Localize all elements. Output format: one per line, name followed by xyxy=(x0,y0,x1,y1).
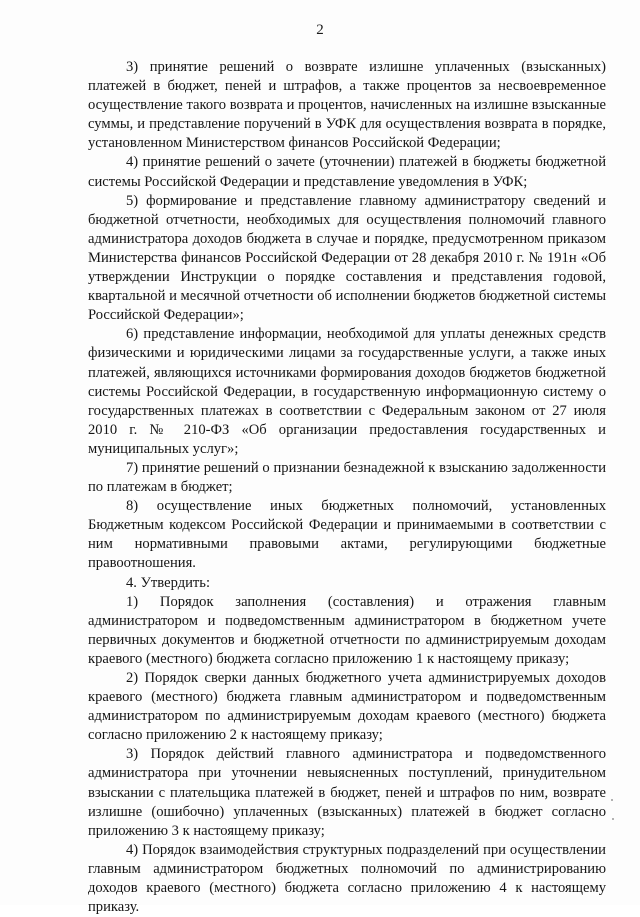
paragraph-appendix-4: 4) Порядок взаимодействия структурных подразделений при осуществлении главным администратором бюджетных полномочий по администрированию доходов краевого (местного) бюджета согласно приложению 4 к настоящему приказу. xyxy=(88,841,606,916)
page-number: 2 xyxy=(316,22,324,38)
paragraph-appendix-2: 2) Порядок сверки данных бюджетного учета администрируемых доходов краевого (местного) бюджета главным администратором и подведомственным администратором по администрируемым доходам краевого (местного) бюджета согласно приложению 2 к настоящему приказу; xyxy=(88,670,606,744)
scan-speck xyxy=(611,799,613,801)
paragraph-appendix-3: 3) Порядок действий главного администратора и подведомственного администратора при уточнении невыясненных поступлений, принудительном взыскании с плательщика платежей в бюджет, пеней и штрафов по ним, возврате излишне (ошибочно) уплаченных (взысканных) платежей в бюджет согласно приложению 3 к настоящему приказу; xyxy=(88,746,606,839)
paragraph-item-7-bad-debt: 7) принятие решений о признании безнадежной к взысканию задолженности по платежам в бюджет; xyxy=(88,459,606,496)
paragraph-item-3-refund-decisions: 3) принятие решений о возврате излишне уплаченных (взысканных) платежей в бюджет, пеней и штрафов, а также процентов за несвоевременное осуществление такого возврата и процентов, начисленных на излишне взысканные суммы, и представление поручений в УФК для осуществления возврата в порядке, установленном Министерством финансов Российской Федерации; xyxy=(88,59,606,152)
section-4-heading: 4. Утвердить: xyxy=(126,574,211,591)
paragraph-item-4-offset-decisions: 4) принятие решений о зачете (уточнении) платежей в бюджеты бюджетной системы Российской Федерации и представление уведомления в УФК; xyxy=(88,154,606,190)
paragraph-appendix-1: 1) Порядок заполнения (составления) и отражения главным администратором и подведомственным администратором в бюджетном учете первичных документов и бюджетной отчетности по администрируемым доходам краевого (местного) бюджета согласно приложению 1 к настоящему приказу; xyxy=(88,593,606,667)
paragraph-item-6-information: 6) представление информации, необходимой для уплаты денежных средств физическими и юридическими лицами за государственные услуги, а также иных платежей, являющихся источниками формирования доходов бюджетов бюджетной системы Российской Федерации, в государственную информационную систему о государственных платежах в соответствии с Федеральным законом от 27 июля 2010 г. № 210-ФЗ «Об организации предоставления государственных и муниципальных услуг»; xyxy=(88,326,606,457)
scan-speck xyxy=(612,818,614,820)
document-body xyxy=(88,58,606,917)
paragraph-item-8-other-powers: 8) осуществление иных бюджетных полномочий, установленных Бюджетным кодексом Российской Федерации и принимаемыми в соответствии с ним нормативными правовыми актами, регулирующими бюджетные правоотношения. xyxy=(88,498,606,572)
paragraph-item-5-reporting: 5) формирование и представление главному администратору сведений и бюджетной отчетности, необходимых для осуществления полномочий главного администратора доходов бюджета в случае и порядке, предусмотренном приказом Министерства финансов Российской Федерации от 28 декабря 2010 г. № 191н «Об утверждении Инструкции о порядке составления и представления годовой, квартальной и месячной отчетности об исполнении бюджетов бюджетной системы Российской Федерации»; xyxy=(88,192,606,324)
